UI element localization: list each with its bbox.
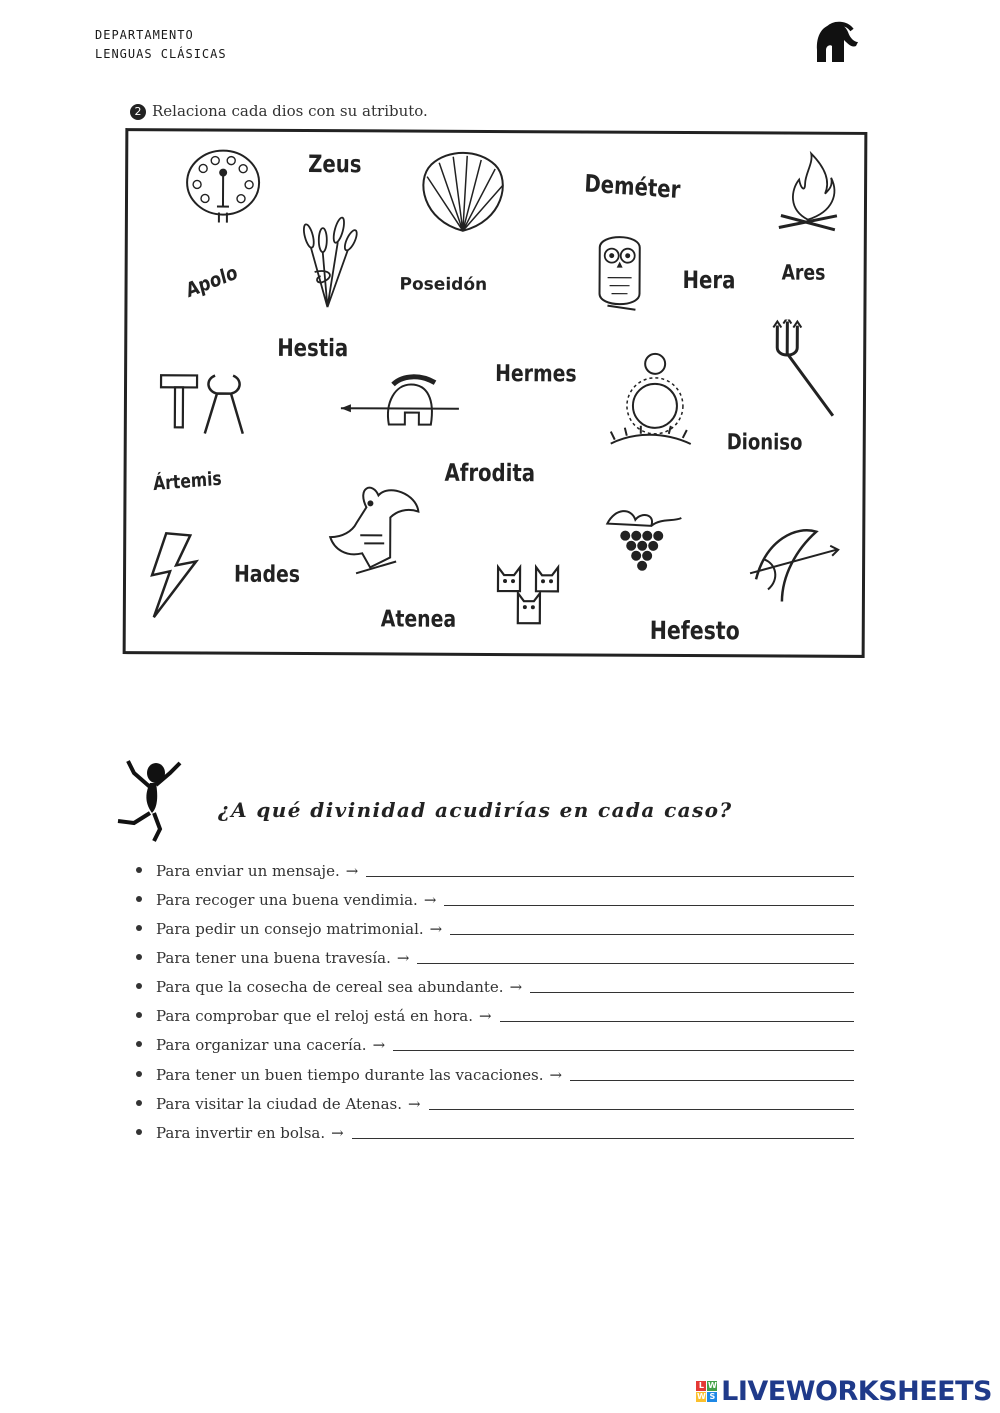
bullet	[136, 896, 142, 902]
god-label-poseidon[interactable]: Poseidón	[399, 274, 488, 295]
question-text: Para invertir en bolsa.	[156, 1124, 326, 1142]
list-item	[134, 974, 854, 996]
cerberus-icon[interactable]	[494, 563, 566, 629]
wheat-icon[interactable]	[292, 212, 363, 312]
arrow: →	[423, 891, 437, 909]
dancing-figure-icon	[110, 755, 190, 845]
bullet	[136, 1071, 142, 1077]
question-text: Para recoger una buena vendimia.	[156, 891, 418, 909]
question-text: Para que la cosecha de cereal sea abundante.	[156, 978, 504, 996]
list-item	[134, 1003, 854, 1025]
bullet	[136, 1012, 142, 1018]
bullet	[136, 983, 142, 989]
list-item	[134, 945, 854, 967]
god-label-apolo[interactable]: Apolo	[183, 259, 240, 303]
arrow: →	[479, 1007, 492, 1025]
question-text: Para enviar un mensaje.	[156, 862, 340, 880]
answer-line[interactable]	[500, 1021, 854, 1022]
liveworksheets-logo[interactable]	[696, 1376, 992, 1407]
list-item	[134, 1032, 854, 1054]
arrow: →	[396, 949, 410, 967]
peacock-icon[interactable]	[183, 146, 263, 228]
instruction-text: Relaciona cada dios con su atributo.	[152, 102, 428, 120]
question-text: Para visitar la ciudad de Atenas.	[156, 1095, 402, 1113]
list-item	[134, 916, 854, 938]
god-label-hefesto[interactable]: Hefesto	[649, 615, 740, 646]
question-text: Para pedir un consejo matrimonial.	[156, 920, 424, 938]
header-line-1: DEPARTAMENTO	[95, 28, 194, 42]
list-item	[134, 1120, 854, 1142]
question-text: Para organizar una cacería.	[156, 1036, 367, 1054]
answer-line[interactable]	[352, 1138, 854, 1139]
god-label-afrodita[interactable]: Afrodita	[444, 458, 536, 488]
god-label-zeus[interactable]: Zeus	[308, 150, 362, 179]
answer-line[interactable]	[429, 1109, 854, 1110]
grapes-icon[interactable]	[601, 504, 686, 584]
arrow: →	[345, 862, 359, 880]
pincers-icon[interactable]	[199, 371, 249, 437]
department-header	[95, 26, 227, 64]
answer-line[interactable]	[450, 934, 854, 935]
list-item	[134, 858, 854, 880]
sun-icon[interactable]	[605, 344, 696, 464]
header-line-2: LENGUAS CLÁSICAS	[95, 47, 227, 61]
bullet	[136, 1100, 142, 1106]
answer-line[interactable]	[417, 963, 854, 964]
bullet	[136, 925, 142, 931]
bullet	[136, 1129, 142, 1135]
owl-icon[interactable]	[589, 233, 649, 315]
hammer-icon[interactable]	[157, 371, 202, 431]
god-label-demeter[interactable]: Deméter	[583, 169, 682, 205]
arrow: →	[549, 1066, 563, 1084]
trident-icon[interactable]	[767, 319, 843, 419]
list-item	[134, 887, 854, 909]
badge-letter: S	[707, 1392, 717, 1402]
answer-line[interactable]	[444, 905, 854, 906]
god-label-atenea[interactable]: Atenea	[380, 606, 457, 633]
list-item	[134, 1091, 854, 1113]
arrow: →	[509, 978, 523, 996]
god-label-artemis[interactable]: Ártemis	[152, 467, 223, 496]
fire-icon[interactable]	[773, 149, 843, 234]
spartan-helmet-icon	[812, 20, 862, 66]
question-text: Para tener una buena travesía.	[156, 949, 391, 967]
bullet	[136, 954, 142, 960]
answer-line[interactable]	[393, 1050, 854, 1051]
bow-arrow-icon[interactable]	[746, 519, 841, 604]
arrow: →	[408, 1095, 421, 1113]
brand-name: LIVEWORKSHEETS	[721, 1376, 992, 1407]
exercise-1-instruction	[130, 102, 428, 120]
scallop-shell-icon[interactable]	[413, 151, 513, 237]
answer-line[interactable]	[530, 992, 854, 993]
arrow: →	[331, 1124, 344, 1142]
question-text: Para comprobar que el reloj está en hora.	[156, 1007, 474, 1025]
exercise-2-title: ¿A qué divinidad acudirías en cada caso?	[218, 798, 733, 822]
god-label-ares[interactable]: Ares	[781, 260, 826, 285]
badge-letter: W	[707, 1381, 717, 1390]
helmet-spear-icon[interactable]	[339, 372, 464, 433]
list-item	[134, 1062, 854, 1084]
eagle-icon[interactable]	[326, 477, 427, 588]
god-label-dioniso[interactable]: Dioniso	[726, 430, 803, 456]
question-text: Para tener un buen tiempo durante las vacaciones.	[156, 1066, 544, 1084]
arrow: →	[429, 920, 443, 938]
god-label-hades[interactable]: Hades	[233, 561, 301, 588]
god-label-hermes[interactable]: Hermes	[495, 361, 577, 388]
lightning-icon[interactable]	[148, 531, 203, 621]
badge-letter: W	[696, 1392, 706, 1401]
badge-letter: L	[696, 1381, 706, 1391]
matching-box	[123, 128, 868, 658]
bullet	[136, 867, 142, 873]
arrow: →	[372, 1036, 386, 1054]
bullet	[136, 1041, 142, 1047]
exercise-number: 2	[130, 104, 146, 120]
god-label-hera[interactable]: Hera	[682, 265, 736, 295]
answer-line[interactable]	[366, 876, 854, 877]
god-label-hestia[interactable]: Hestia	[277, 333, 349, 363]
answer-line[interactable]	[570, 1080, 854, 1081]
brand-badge-icon	[696, 1381, 717, 1402]
